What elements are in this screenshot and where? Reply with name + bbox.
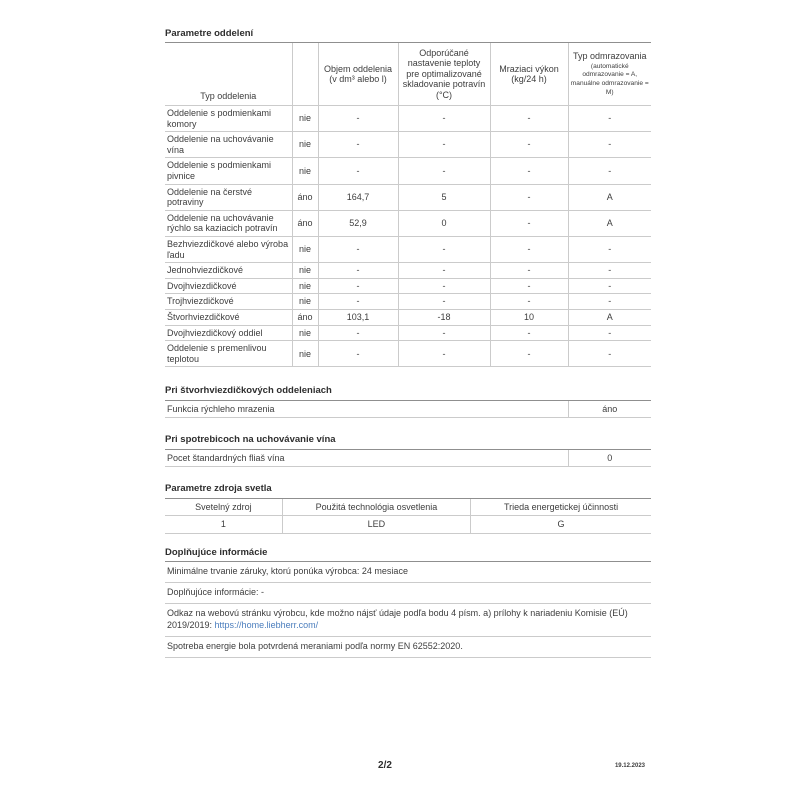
cell-defrost: A	[568, 184, 651, 210]
cell-value: 0	[568, 450, 651, 467]
light-source-header-row	[165, 499, 651, 516]
row-label: Bezhviezdičkové alebo výroba ľadu	[165, 236, 292, 262]
footer-date: 19.12.2023	[614, 763, 645, 769]
wine-table	[165, 450, 651, 468]
section-additional-info	[165, 547, 651, 658]
section-title-wine: Pri spotrebicoch na uchovávanie vína	[165, 434, 651, 449]
table-row	[165, 132, 651, 158]
cell-freeze: -	[490, 341, 568, 367]
cell-volume: 103,1	[318, 310, 398, 326]
row-label: Pocet štandardných fliaš vína	[165, 450, 568, 467]
cell-freeze: -	[490, 105, 568, 131]
table-row	[165, 450, 651, 467]
table-row	[165, 236, 651, 262]
cell-temp: -	[398, 325, 490, 341]
cell-temp: -18	[398, 310, 490, 326]
page-number: 2/2	[378, 760, 392, 771]
cell-flag: nie	[292, 236, 318, 262]
cell-defrost: -	[568, 325, 651, 341]
column-header-volume: Objem oddelenia (v dm³ alebo l)	[318, 43, 398, 105]
cell-defrost: A	[568, 310, 651, 326]
section-compartments	[165, 28, 651, 367]
cell-light-count: 1	[165, 516, 282, 534]
column-header-defrost	[568, 43, 651, 105]
document-content	[165, 28, 651, 658]
column-header-light-class: Trieda energetickej účinnosti	[471, 499, 651, 516]
row-label: Oddelenie na uchovávanie rýchlo sa kaziacich potravín	[165, 210, 292, 236]
cell-defrost: -	[568, 105, 651, 131]
cell-flag: nie	[292, 105, 318, 131]
row-label: Jednohviezdičkové	[165, 263, 292, 279]
light-source-table	[165, 499, 651, 534]
section-title-light-source: Parametre zdroja svetla	[165, 483, 651, 498]
row-label: Oddelenie s podmienkami pivnice	[165, 158, 292, 184]
info-row-extra: Doplňujúce informácie: -	[165, 583, 651, 604]
cell-temp: -	[398, 132, 490, 158]
table-row	[165, 278, 651, 294]
cell-volume: 164,7	[318, 184, 398, 210]
cell-flag: nie	[292, 278, 318, 294]
column-header-light-tech: Použitá technológia osvetlenia	[282, 499, 470, 516]
cell-flag: áno	[292, 210, 318, 236]
table-row	[165, 401, 651, 418]
column-header-temperature: Odporúčané nastavenie teploty pre optimalizované skladovanie potravín (°C)	[398, 43, 490, 105]
cell-freeze: -	[490, 294, 568, 310]
cell-volume: -	[318, 105, 398, 131]
cell-freeze: -	[490, 210, 568, 236]
cell-flag: áno	[292, 184, 318, 210]
cell-temp: -	[398, 236, 490, 262]
cell-flag: nie	[292, 325, 318, 341]
table-row	[165, 294, 651, 310]
cell-volume: -	[318, 341, 398, 367]
section-title-four-star: Pri štvorhviezdičkových oddeleniach	[165, 385, 651, 400]
column-header-freezing: Mraziaci výkon (kg/24 h)	[490, 43, 568, 105]
cell-temp: -	[398, 341, 490, 367]
cell-defrost: -	[568, 341, 651, 367]
compartments-table	[165, 43, 651, 367]
row-label: Dvojhviezdičkové	[165, 278, 292, 294]
cell-temp: -	[398, 158, 490, 184]
row-label: Oddelenie na čerstvé potraviny	[165, 184, 292, 210]
cell-volume: -	[318, 278, 398, 294]
cell-volume: -	[318, 294, 398, 310]
cell-temp: 0	[398, 210, 490, 236]
info-row-warranty: Minimálne trvanie záruky, ktorú ponúka výrobca: 24 mesiace	[165, 562, 651, 583]
cell-volume: -	[318, 263, 398, 279]
cell-temp: -	[398, 294, 490, 310]
row-label: Štvorhviezdičkové	[165, 310, 292, 326]
table-row	[165, 325, 651, 341]
cell-freeze: -	[490, 132, 568, 158]
cell-freeze: -	[490, 325, 568, 341]
column-header-flag	[292, 43, 318, 105]
section-title-additional-info: Doplňujúce informácie	[165, 547, 651, 562]
cell-flag: nie	[292, 132, 318, 158]
cell-defrost: -	[568, 278, 651, 294]
column-header-defrost-main: Typ odmrazovania	[572, 51, 647, 62]
cell-freeze: -	[490, 184, 568, 210]
cell-volume: 52,9	[318, 210, 398, 236]
cell-light-tech: LED	[282, 516, 470, 534]
column-header-type: Typ oddelenia	[165, 43, 292, 105]
cell-defrost: -	[568, 132, 651, 158]
row-label: Oddelenie s premenlivou teplotou	[165, 341, 292, 367]
row-label: Trojhviezdičkové	[165, 294, 292, 310]
cell-defrost: A	[568, 210, 651, 236]
row-label: Dvojhviezdičkový oddiel	[165, 325, 292, 341]
compartments-header-row	[165, 43, 651, 105]
column-header-light-count: Svetelný zdroj	[165, 499, 282, 516]
section-light-source	[165, 483, 651, 534]
cell-temp: 5	[398, 184, 490, 210]
section-four-star	[165, 385, 651, 418]
cell-volume: -	[318, 236, 398, 262]
table-row	[165, 184, 651, 210]
row-label: Oddelenie na uchovávanie vína	[165, 132, 292, 158]
cell-volume: -	[318, 325, 398, 341]
section-title-compartments: Parametre oddelení	[165, 28, 651, 43]
table-row	[165, 158, 651, 184]
section-wine	[165, 434, 651, 467]
cell-flag: nie	[292, 263, 318, 279]
cell-freeze: -	[490, 236, 568, 262]
cell-freeze: -	[490, 263, 568, 279]
table-row	[165, 516, 651, 534]
manufacturer-website-link[interactable]: https://home.liebherr.com/	[214, 620, 319, 631]
cell-freeze: 10	[490, 310, 568, 326]
cell-volume: -	[318, 132, 398, 158]
cell-light-class: G	[471, 516, 651, 534]
cell-defrost: -	[568, 158, 651, 184]
cell-temp: -	[398, 263, 490, 279]
table-row	[165, 263, 651, 279]
four-star-table	[165, 401, 651, 419]
cell-defrost: -	[568, 263, 651, 279]
cell-freeze: -	[490, 158, 568, 184]
cell-defrost: -	[568, 236, 651, 262]
table-row	[165, 105, 651, 131]
column-header-defrost-note: (automatické odmrazovanie = A, manuálne odmrazovanie = M)	[570, 62, 649, 96]
info-row-link	[165, 604, 651, 637]
row-label: Oddelenie s podmienkami komory	[165, 105, 292, 131]
cell-flag: nie	[292, 341, 318, 367]
cell-temp: -	[398, 105, 490, 131]
cell-flag: nie	[292, 158, 318, 184]
cell-flag: nie	[292, 294, 318, 310]
cell-freeze: -	[490, 278, 568, 294]
info-link-prefix: Odkaz na webovú stránku výrobcu, kde možno nájsť údaje podľa bodu 4 písm. a) prílohy k nariadeniu Komisie (EÚ) 2019/2019:	[167, 608, 628, 631]
table-row	[165, 341, 651, 367]
table-row	[165, 310, 651, 326]
row-label: Funkcia rýchleho mrazenia	[165, 401, 568, 418]
info-row-energy: Spotreba energie bola potvrdená meraniami podľa normy EN 62552:2020.	[165, 637, 651, 658]
cell-value: áno	[568, 401, 651, 418]
table-row	[165, 210, 651, 236]
cell-temp: -	[398, 278, 490, 294]
cell-flag: áno	[292, 310, 318, 326]
cell-volume: -	[318, 158, 398, 184]
cell-defrost: -	[568, 294, 651, 310]
